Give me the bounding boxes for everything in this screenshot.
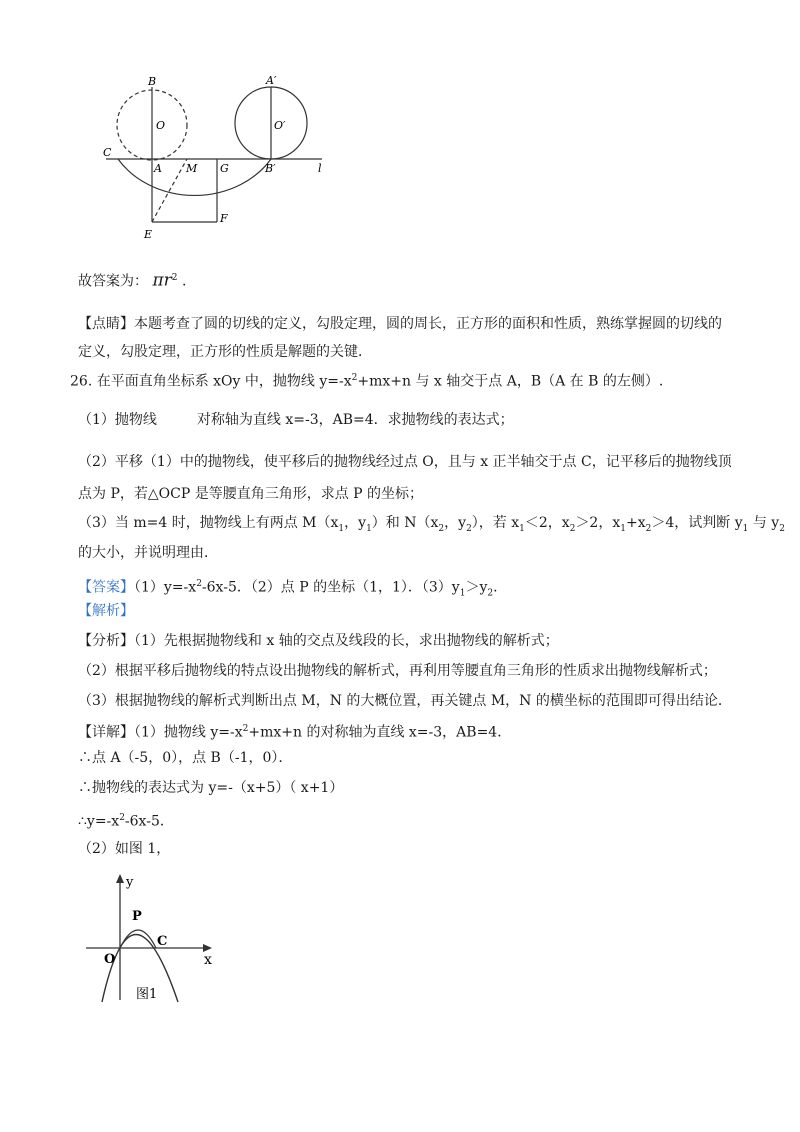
answer-tag: 【答案】 [78,579,134,596]
fenxi-line-1: 【分析】（1）先根据抛物线和 x 轴的交点及线段的长，求出抛物线的解析式； [78,633,559,649]
fenxi-line-2: （2）根据平移后抛物线的特点设出抛物线的解析式，再利用等腰直角三角形的性质求出抛物线解析式； [78,663,717,679]
dianjing-line-1: 【点睛】本题考查了圆的切线的定义，勾股定理，圆的周长，正方形的面积和性质，熟练掌握圆的切线的 [78,316,722,332]
label-e: E [144,228,153,241]
answer-prefix: 故答案为： [78,273,148,290]
problem-part-3-line-2: 的大小，并说明理由． [78,545,218,561]
problem-part-2-line-2: 点为 P，若△OCP 是等腰直角三角形，求点 P 的坐标； [78,486,424,502]
xiangjie-line-5: （2）如图 1， [78,841,171,857]
label-l: l [318,162,322,175]
answer-formula: πr [152,270,172,291]
jiexi-tag: 【解析】 [78,603,134,619]
xiangjie-line-3: ∴抛物线的表达式为 y=-（x+5）（ x+1） [78,780,344,796]
label-f: F [220,212,228,225]
x-axis-arrow [203,944,212,952]
label-c: C [157,934,168,949]
label-b: B [148,75,157,88]
xiangjie-line-1: 【详解】（1）抛物线 $y=-x^2+mx+n$ 的对称轴为直线 x=-3，AB=4． [78,724,512,741]
label-c: C [103,146,112,159]
label-o: O [104,952,116,967]
answer-line [78,268,186,292]
answer-suffix: . [181,273,187,290]
label-m: M [186,162,198,175]
label-p: P [132,909,142,924]
label-a: A [154,162,162,175]
xiangjie-line-4: $\therefore y=-x^2-6x-5$． [78,813,174,830]
problem-part-3-line-1: （3）当 m=4 时，抛物线上有两点 $M(x_1$，$y_1$）和 $N(x_2$，$y_2$），若 $x_1<2$，$x_2>2$，$x_1+x_2>4$，试判断 $y_1$ 与 $y_2$ [78,515,785,534]
figure-caption: 图1 [136,987,158,1002]
geometry-figure [90,72,340,244]
fenxi-line-3: （3）根据抛物线的解析式判断出点 M，N 的大概位置，再关键点 M，N 的横坐标的范围即可得出结论． [78,693,732,709]
answer-section: 【答案】$(1)y=-x^2-6x-5$．（2）点 P 的坐标（1，1）．$(3)y_1>y_2$. [78,579,498,599]
label-b-prime: B′ [265,162,276,175]
answer-formula-exponent: 2 [171,273,178,283]
figure-1 [84,872,224,1007]
translated-parabola [120,930,156,948]
label-o: O [156,119,166,132]
xiangjie-line-2: ∴点 A（-5，0），点 B（-1，0）． [78,750,293,766]
problem-stem: 26. 在平面直角坐标系 xOy 中，抛物线 $y=-x^2+mx+n$ 与 x 轴交于点 A，B（A 在 B 的左侧）. [70,373,664,390]
label-x: x [204,952,212,968]
problem-part-1: （1）抛物线 对称轴为直线 x=-3，AB=4．求抛物线的表达式； [78,412,514,428]
label-y: y [126,875,134,890]
y-axis-arrow [116,874,124,883]
label-o-prime: O′ [274,119,286,132]
dianjing-line-2: 定义，勾股定理，正方形的性质是解题的关键． [78,344,372,360]
problem-part-2-line-1: （2）平移（1）中的抛物线，使平移后的抛物线经过点 O，且与 x 正半轴交于点 C，记平移后的抛物线顶 [78,454,732,470]
label-a-prime: A′ [266,74,277,87]
label-g: G [220,162,229,175]
